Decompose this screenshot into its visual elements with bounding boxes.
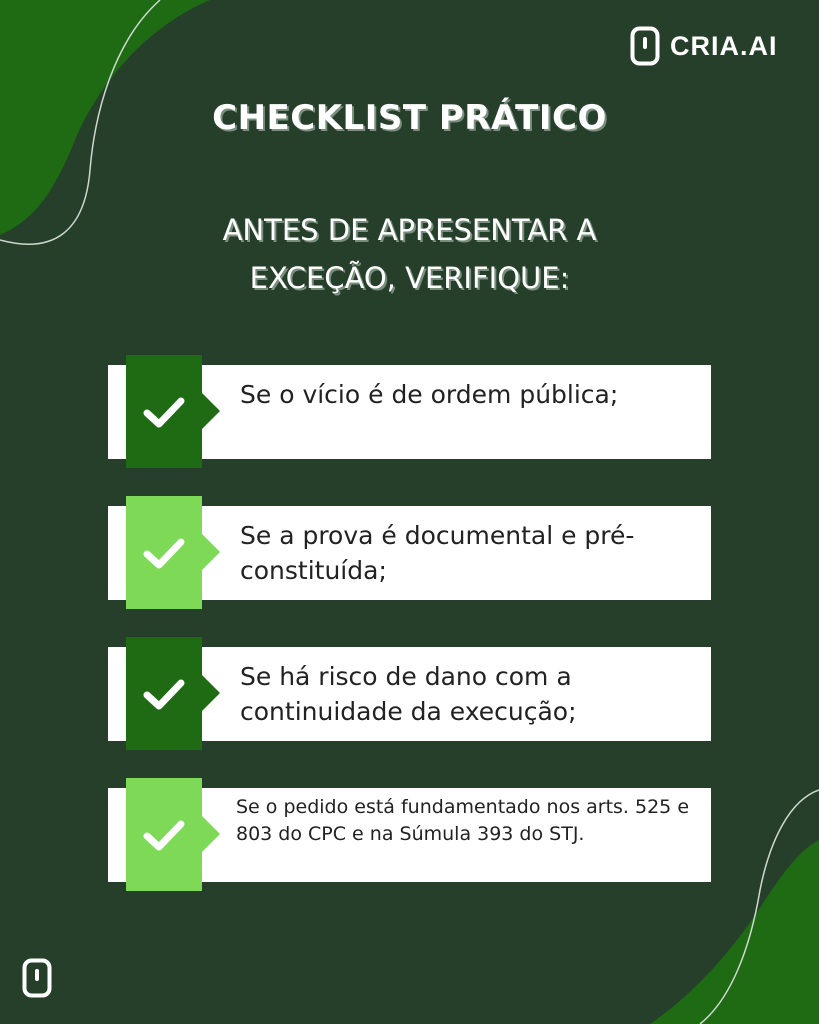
- brand-logo: [630, 26, 778, 66]
- check-badge: [126, 355, 202, 468]
- checklist-item: [108, 506, 711, 600]
- checklist-item-text: Se o vício é de ordem pública;: [240, 380, 619, 409]
- page-title: CHECKLIST PRÁTICO: [212, 98, 607, 138]
- checklist-item-text: Se há risco de dano com a continuidade da execução;: [240, 662, 577, 726]
- brand-name: CRIA.AI: [670, 30, 778, 61]
- cria-logo-icon: [22, 958, 52, 998]
- check-badge: [126, 637, 202, 750]
- subtitle-line-1: ANTES DE APRESENTAR A: [222, 213, 597, 247]
- checklist-item-text: Se o pedido está fundamentado nos arts. 525 e 803 do CPC e na Súmula 393 do STJ.: [236, 796, 690, 845]
- subtitle-line-2: EXCEÇÃO, VERIFIQUE:: [249, 261, 570, 295]
- checkmark-icon: [141, 676, 187, 712]
- checkmark-icon: [141, 535, 187, 571]
- checklist-item-text: Se a prova é documental e pré-constituída;: [240, 521, 635, 585]
- check-badge: [126, 778, 202, 891]
- page-subtitle: [0, 206, 819, 302]
- check-badge: [126, 496, 202, 609]
- checklist-item: [108, 788, 711, 882]
- cria-logo-icon: [630, 26, 660, 66]
- checkmark-icon: [141, 394, 187, 430]
- footer-logo: [22, 958, 52, 1002]
- checklist-item: [108, 365, 711, 459]
- checklist-item: [108, 647, 711, 741]
- checkmark-icon: [141, 817, 187, 853]
